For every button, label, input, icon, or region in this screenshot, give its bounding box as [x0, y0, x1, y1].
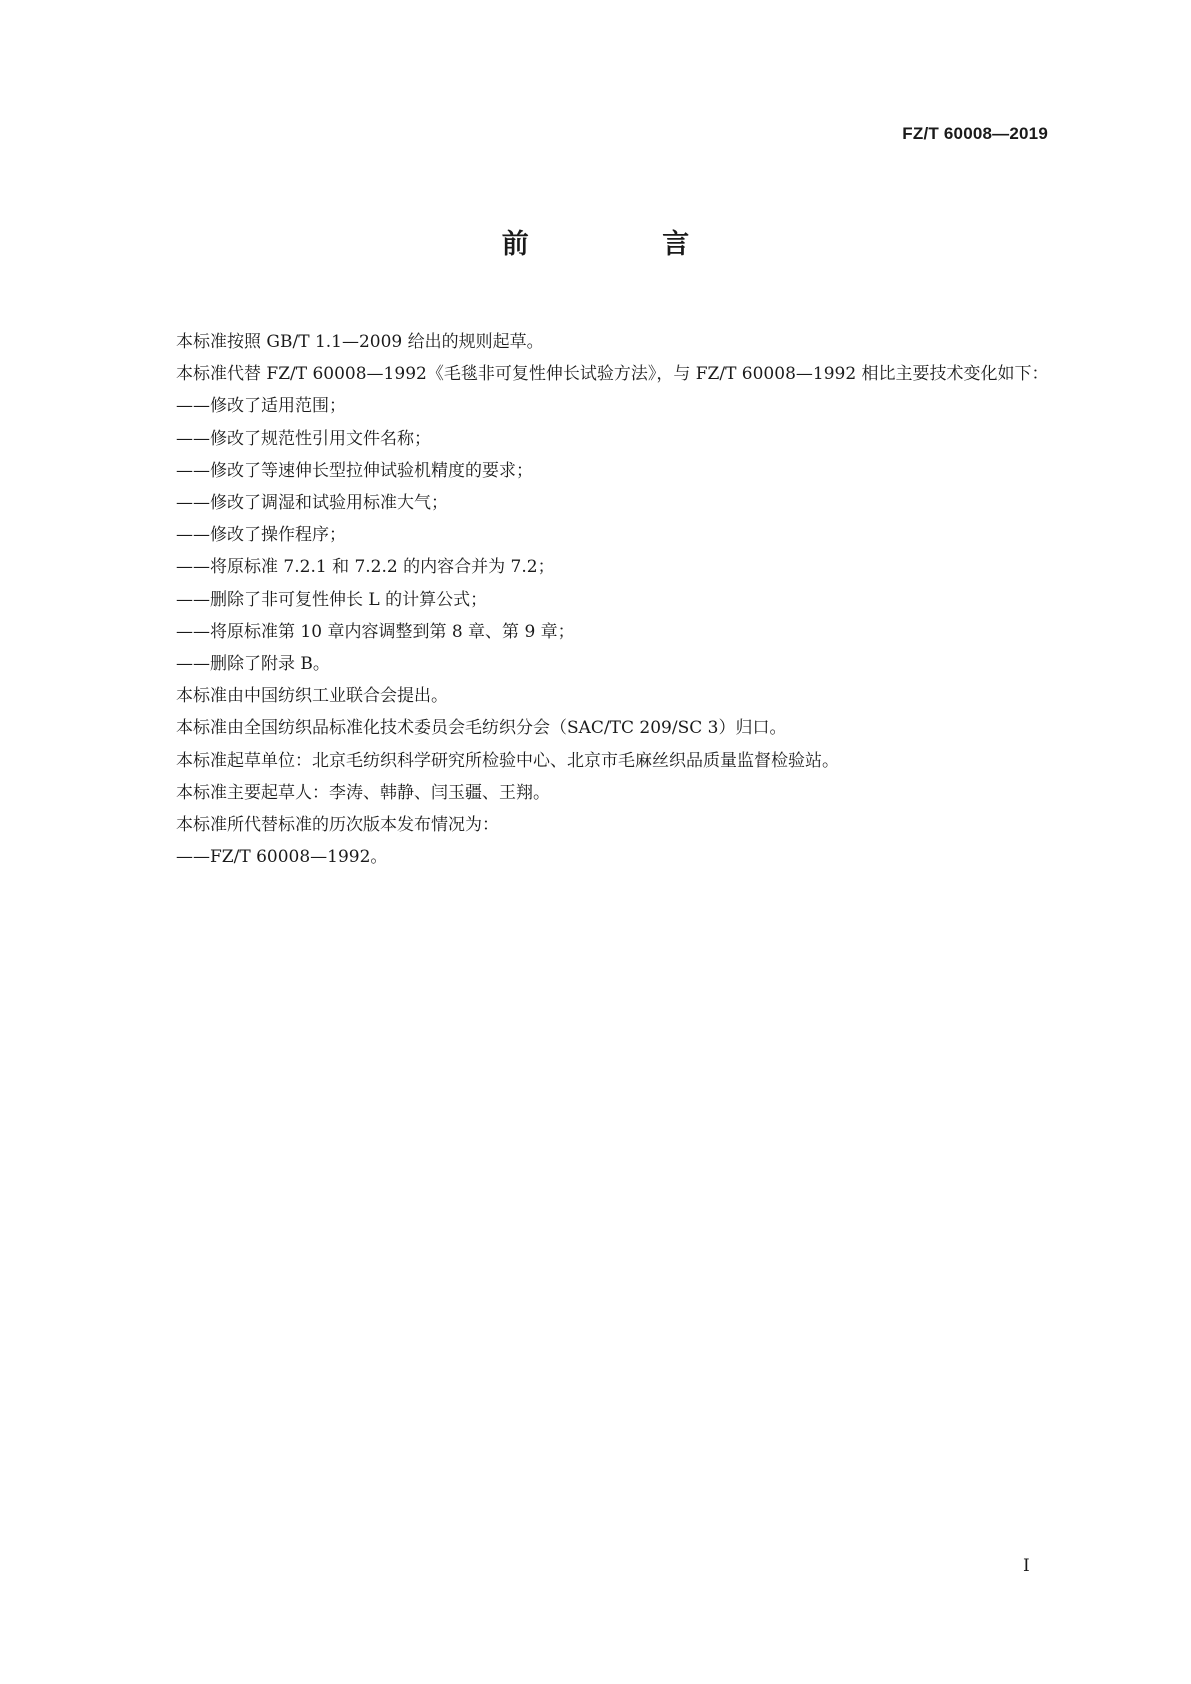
change-item: ——将原标准 7.2.1 和 7.2.2 的内容合并为 7.2； — [176, 557, 555, 578]
paragraph-committee: 本标准由全国纺织品标准化技术委员会毛纺织分会（SAC/TC 209/SC 3）归口。 — [176, 718, 787, 739]
paragraph-replacement: 本标准代替 FZ/T 60008—1992《毛毯非可复性伸长试验方法》，与 FZ/T 60008—1992 相比主要技术变化如下： — [176, 364, 1049, 385]
history-item: ——FZ/T 60008—1992。 — [176, 847, 388, 868]
paragraph-drafters: 本标准主要起草人：李涛、韩静、闫玉疆、王翔。 — [176, 782, 550, 803]
change-item: ——修改了操作程序； — [176, 525, 346, 546]
change-item: ——修改了适用范围； — [176, 396, 346, 417]
foreword-body — [120, 326, 1070, 873]
change-item: ——删除了附录 B。 — [176, 654, 330, 675]
paragraph-drafting-units: 本标准起草单位：北京毛纺织科学研究所检验中心、北京市毛麻丝织品质量监督检验站。 — [176, 750, 839, 771]
document-code: FZ/T 60008—2019 — [902, 124, 1048, 143]
paragraph-proposer: 本标准由中国纺织工业联合会提出。 — [176, 686, 448, 707]
change-item: ——删除了非可复性伸长 L 的计算公式； — [176, 589, 488, 610]
page-title: 前 言 — [501, 229, 752, 260]
change-item: ——修改了规范性引用文件名称； — [176, 428, 431, 449]
paragraph-drafting-rules: 本标准按照 GB/T 1.1—2009 给出的规则起草。 — [176, 332, 544, 352]
paragraph-history-intro: 本标准所代替标准的历次版本发布情况为： — [176, 815, 499, 836]
change-item: ——修改了调湿和试验用标准大气； — [176, 493, 448, 514]
change-item: ——修改了等速伸长型拉伸试验机精度的要求； — [176, 460, 533, 481]
page-number: I — [1023, 1556, 1030, 1576]
change-item: ——将原标准第 10 章内容调整到第 8 章、第 9 章； — [176, 621, 575, 642]
